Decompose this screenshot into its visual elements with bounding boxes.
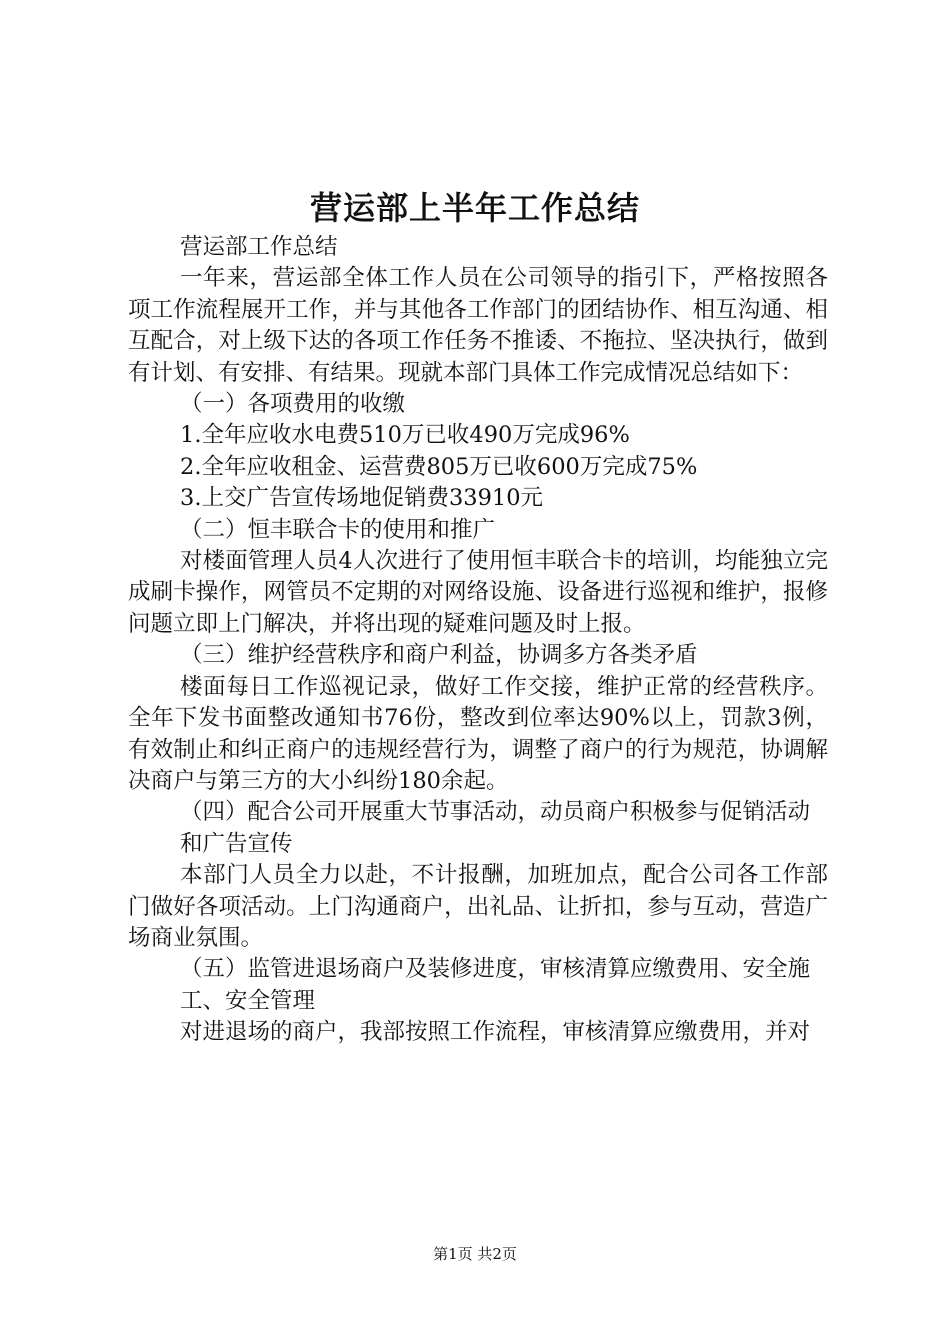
list-item-2: 2.全年应收租金、运营费805万已收600万完成75% [180,453,698,480]
paragraph-section-4: 本部门人员全力以赴，不计报酬，加班加点，配合公司各工作部门做好各项活动。上门沟通商户，出礼品、让折扣，参与互动，营造广场商业氛围。 [128,862,828,951]
section-heading-5-continued: 工、安全管理 [180,987,316,1014]
page-number: 第1页 共2页 [433,1245,517,1263]
section-heading-4: （四）配合公司开展重大节事活动，动员商户积极参与促销活动 [180,799,811,826]
paragraph-section-2: 对楼面管理人员4人次进行了使用恒丰联合卡的培训，均能独立完成刷卡操作，网管员不定期的对网络设施、设备进行巡视和维护，报修问题立即上门解决，并将出现的疑难问题及时上报。 [128,548,828,637]
section-heading-3: （三）维护经营秩序和商户利益，协调多方各类矛盾 [180,642,698,669]
document-body [128,232,828,1049]
list-item-1: 1.全年应收水电费510万已收490万完成96% [180,422,630,449]
section-heading-2: （二）恒丰联合卡的使用和推广 [180,516,496,543]
paragraph-section-3: 楼面每日工作巡视记录，做好工作交接，维护正常的经营秩序。全年下发书面整改通知书76份，整改到位率达90%以上，罚款3例，有效制止和纠正商户的违规经营行为，调整了商户的行为规范，协调解决商户与第三方的大小纠纷180余起。 [128,673,828,794]
section-heading-4-continued: 和广告宣传 [180,830,293,857]
section-heading-1: （一）各项费用的收缴 [180,391,406,418]
paragraph-intro: 一年来，营运部全体工作人员在公司领导的指引下，严格按照各项工作流程展开工作，并与其他各工作部门的团结协作、相互沟通、相互配合，对上级下达的各项工作任务不推诿、不拖拉、坚决执行，做到有计划、有安排、有结果。现就本部门具体工作完成情况总结如下： [128,265,828,386]
section-heading-5: （五）监管进退场商户及装修进度，审核清算应缴费用、安全施 [180,956,811,983]
paragraph-heading: 营运部工作总结 [180,234,338,260]
list-item-3: 3.上交广告宣传场地促销费33910元 [180,485,544,512]
paragraph-section-5: 对进退场的商户，我部按照工作流程，审核清算应缴费用，并对 [180,1019,811,1046]
document-title: 营运部上半年工作总结 [309,189,640,227]
